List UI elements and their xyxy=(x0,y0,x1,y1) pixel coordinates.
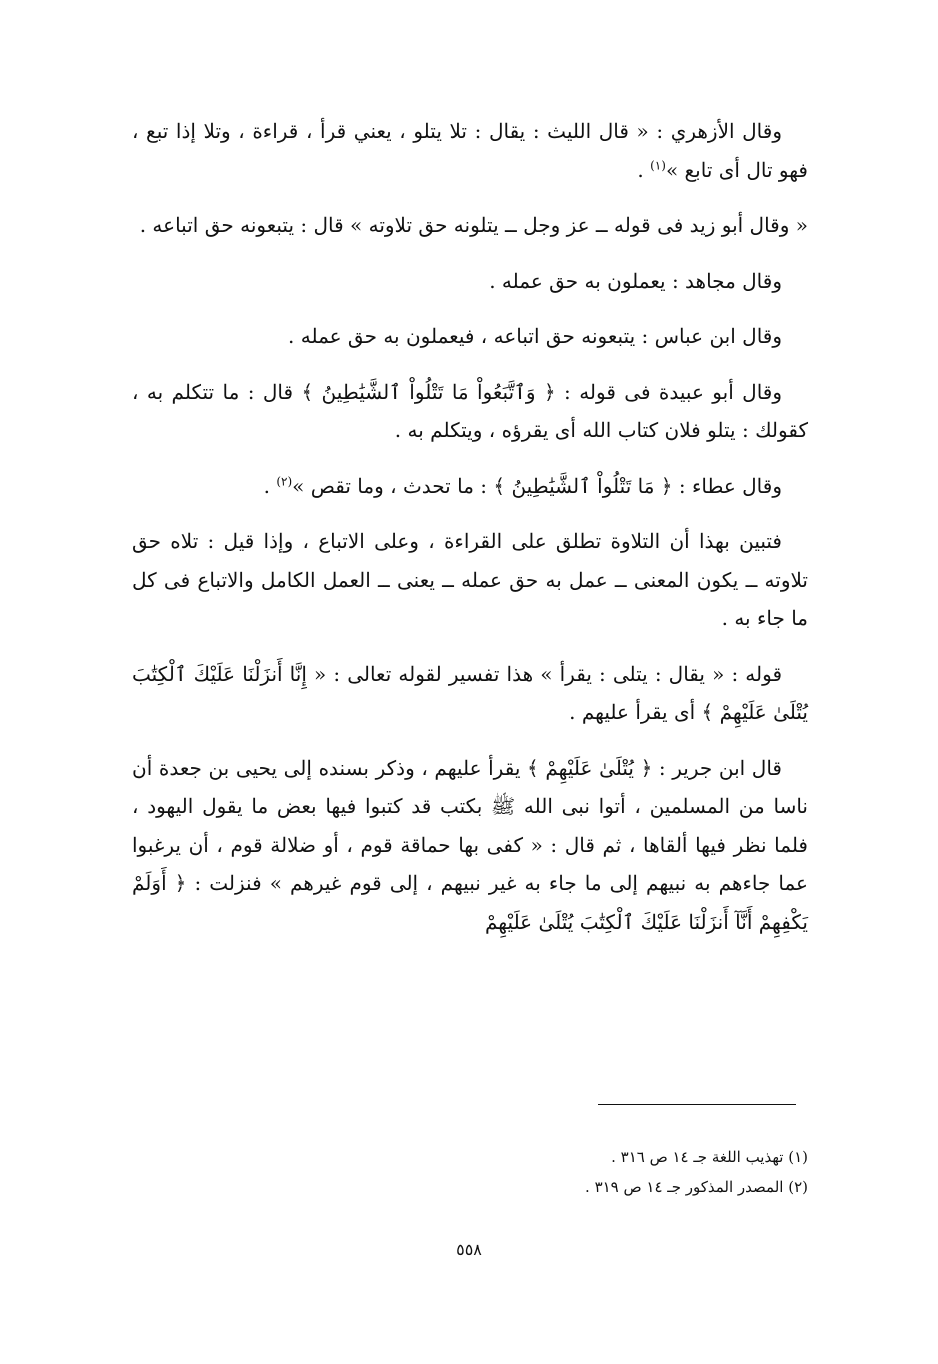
paragraph-ata xyxy=(132,467,808,506)
main-text xyxy=(132,112,808,958)
paragraph-text: وقال عطاء : ﴿ مَا تَتْلُواْ ٱلشَّيَٰطِينُ ﴾ : ما تحدث ، وما تقص » xyxy=(292,473,782,498)
paragraph-text: قال ابن جرير : ﴿ يُتْلَىٰ عَلَيْهِمْ ﴾ يقرأ عليهم ، وذكر بسنده إلى يحيى بن جعدة أن ناسا من المسلمين ، أتوا نبى الله ﷺ بكتب قد كتبوا فيها بعض ما يقول اليهود ، فلما نظر فيها ألقاها ، ثم قال : « كفى بها حماقة قوم ، أو ضلالة قوم ، أن يرغبوا عما جاءهم به نبيهم إلى ما جاء به غير نبيهم ، إلى قوم غيرهم » فنزلت : ﴿ أَوَلَمْ يَكْفِهِمْ أَنَّآ أَنزَلْنَا عَلَيْكَ ٱلْكِتَٰبَ يُتْلَىٰ عَلَيْهِمْ xyxy=(132,755,808,934)
paragraph-ibn-abbas xyxy=(132,317,808,356)
paragraph-text: قوله : « يقال : يتلى : يقرأ » هذا تفسير لقوله تعالى : « إِنَّا أَنزَلْنَا عَلَيْكَ ٱلْكِتَٰبَ يُتْلَىٰ عَلَيْهِمْ ﴾ أى يقرأ عليهم . xyxy=(132,661,808,724)
paragraph-text: وقال أبو عبيدة فى قوله : ﴿ وَٱتَّبَعُواْ مَا تَتْلُواْ ٱلشَّيَٰطِينُ ﴾ قال : ما تتكلم به ، كقولك : يتلو فلان كتاب الله أى يقرؤه ، ويتكلم به . xyxy=(132,379,808,442)
footnotes xyxy=(400,1142,808,1202)
footnote-2: (٢) المصدر المذكور جـ ١٤ ص ٣١٩ . xyxy=(585,1178,808,1196)
paragraph-mujahid xyxy=(132,262,808,301)
paragraph-qawluhu xyxy=(132,655,808,732)
paragraph-text: وقال مجاهد : يعملون به حق عمله . xyxy=(489,268,782,293)
paragraph-conclusion xyxy=(132,522,808,638)
footnote-reference: (١) xyxy=(650,157,666,172)
footnote-reference: (٢) xyxy=(276,473,293,488)
paragraph-text: وقال الأزهري : « قال الليث : يقال : تلا يتلو ، يعني قرأ ، قراءة ، وتلا إذا تبع ، فهو تال أى تابع » xyxy=(132,119,808,182)
paragraph-tail: . xyxy=(637,157,651,182)
paragraph-abu-zayd xyxy=(132,206,808,245)
paragraph-text: وقال ابن عباس : يتبعونه حق اتباعه ، فيعملون به حق عمله . xyxy=(288,324,782,348)
paragraph-text: فتبين بهذا أن التلاوة تطلق على القراءة ، وعلى الاتباع ، وإذا قيل : تلاه حق تلاوته ــ يكون المعنى ــ عمل به حق عمله ــ يعنى ــ العمل الكامل والاتباع فى كل ما جاء به . xyxy=(132,529,808,630)
page-number: ٥٥٨ xyxy=(456,1240,482,1259)
footnote-divider xyxy=(598,1104,796,1105)
paragraph-text: « وقال أبو زيد فى قوله ــ عز وجل ــ يتلونه حق تلاوته » قال : يتبعونه حق اتباعه . xyxy=(139,213,808,237)
paragraph-ibn-jarir xyxy=(132,749,808,942)
footnote-1: (١) تهذيب اللغة جـ ١٤ ص ٣١٦ . xyxy=(611,1148,808,1166)
paragraph-abu-ubayda xyxy=(132,373,808,450)
paragraph-azhari xyxy=(132,112,808,189)
paragraph-tail: . xyxy=(263,473,277,498)
